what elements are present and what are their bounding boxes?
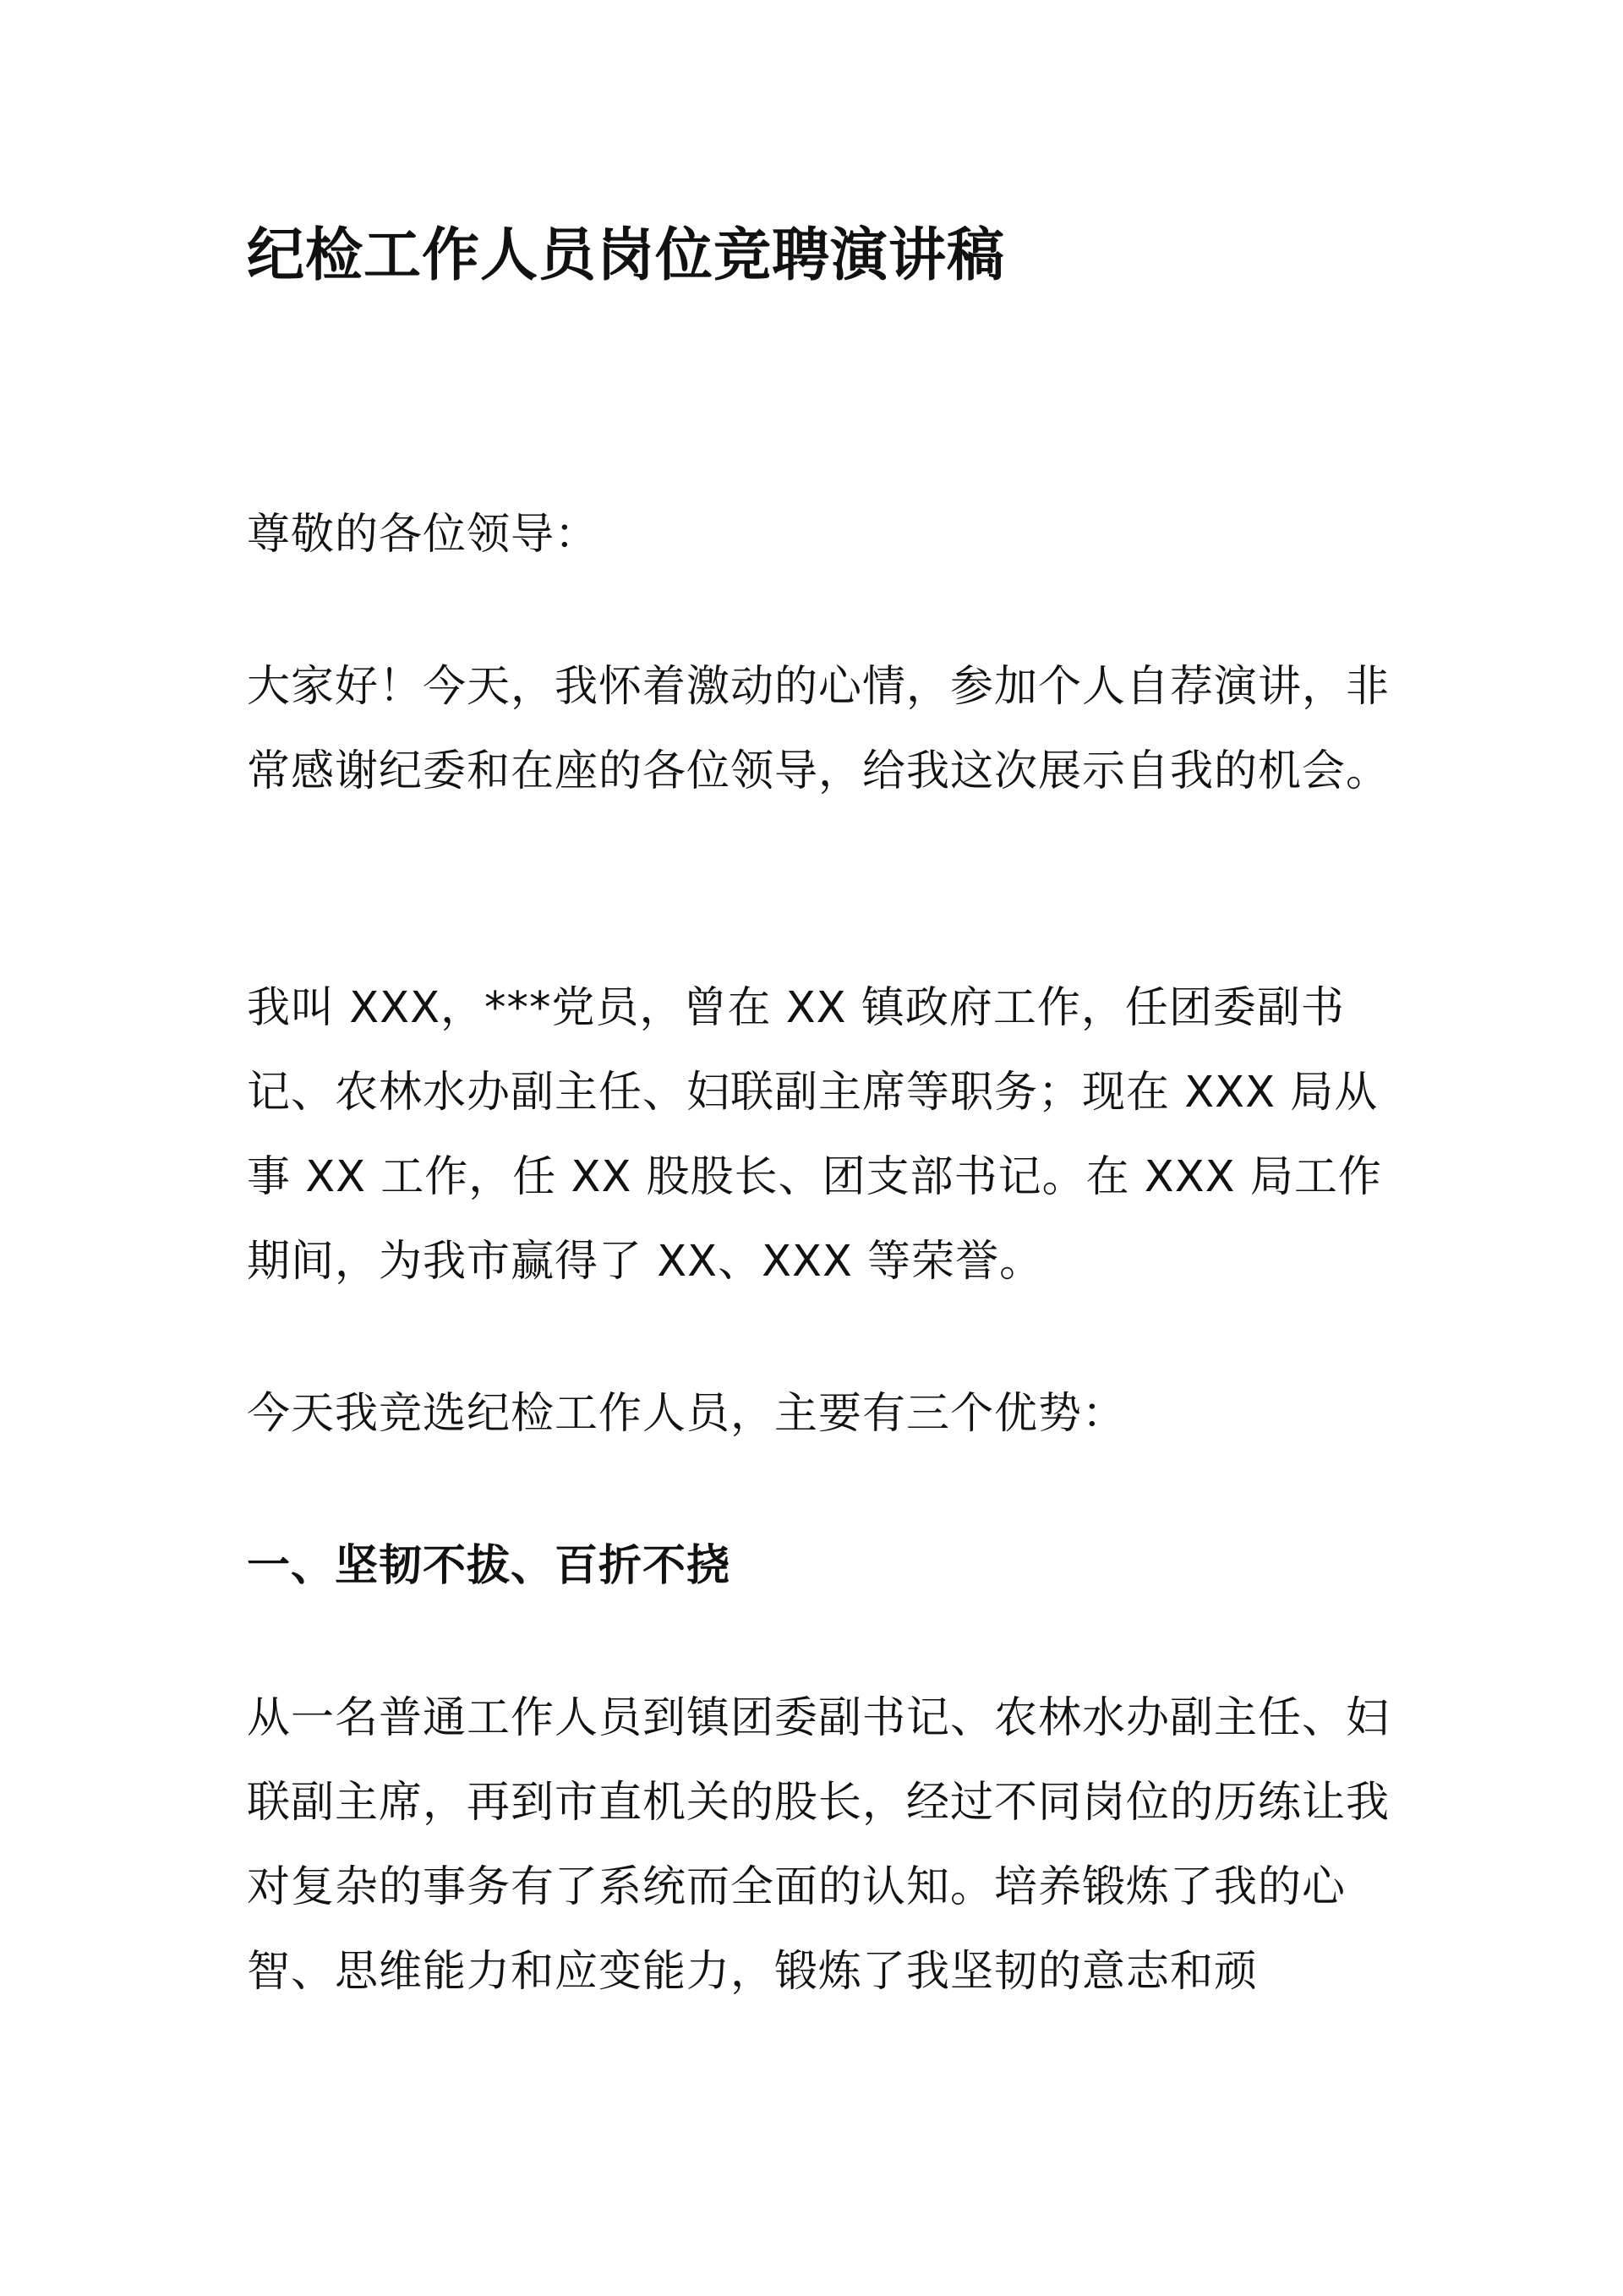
greeting-paragraph: 大家好！今天，我怀着激动的心情，参加个人自荐演讲，非常感谢纪委和在座的各位领导，给我这次展示自我的机会。 [247, 662, 1391, 796]
section-heading-1: 一、坚韧不拔、百折不挠 [247, 1541, 731, 1591]
self-introduction-paragraph: 我叫 XXX，***党员，曾在 XX 镇政府工作，任团委副书记、农林水办副主任、妇联副主席等职务；现在 XXX 局从事 XX 工作，任 XX 股股长、团支部书记。在 XXX 局工作期间，为我市赢得了 XX、XXX 等荣誉。 [247, 983, 1382, 1287]
salutation-paragraph: 尊敬的各位领导： [247, 510, 599, 560]
advantages-intro-paragraph: 今天我竞选纪检工作人员，主要有三个优势： [247, 1389, 1127, 1439]
document-title: 纪检工作人员岗位竞聘演讲稿 [247, 222, 1006, 289]
section-1-body-paragraph: 从一名普通工作人员到镇团委副书记、农林水办副主任、妇联副主席，再到市直机关的股长，经过不同岗位的历练让我对复杂的事务有了系统而全面的认知。培养锻炼了我的心智、思维能力和应变能力，锻炼了我坚韧的意志和顽 [247, 1693, 1391, 1997]
